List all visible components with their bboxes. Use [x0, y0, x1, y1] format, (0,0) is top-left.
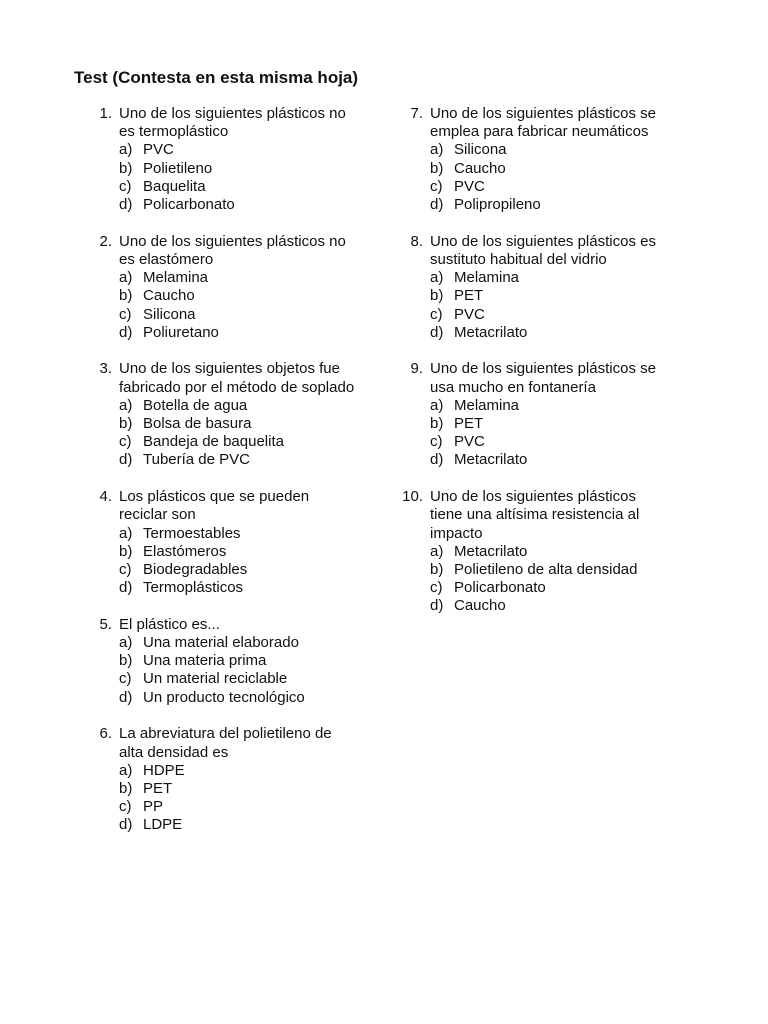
question-number: 6. — [99, 725, 112, 743]
answer-options — [119, 762, 395, 835]
option-letter: c) — [430, 579, 443, 597]
answer-options — [119, 397, 395, 470]
answer-option — [119, 433, 395, 451]
option-letter: b) — [119, 415, 133, 433]
option-text: Una materia prima — [143, 652, 267, 670]
answer-options — [430, 141, 708, 214]
option-letter: a) — [430, 269, 444, 287]
question-item — [95, 488, 395, 597]
answer-options — [119, 141, 395, 214]
option-text: PVC — [454, 177, 485, 195]
option-text: Biodegradables — [143, 560, 248, 578]
option-text: Poliuretano — [143, 323, 219, 341]
option-letter: c) — [430, 305, 443, 323]
option-text: Silicona — [143, 305, 196, 323]
question-item — [95, 616, 395, 707]
answer-options — [119, 525, 395, 598]
question-item — [95, 233, 395, 342]
option-text: Caucho — [143, 287, 195, 305]
answer-option — [430, 433, 708, 451]
question-item — [398, 360, 708, 469]
option-text: Metacrilato — [454, 542, 528, 560]
answer-option — [430, 561, 708, 579]
option-letter: a) — [430, 396, 444, 414]
option-text: Elastómeros — [143, 542, 227, 560]
question-text: Uno de los siguientes plásticos se emplea para fabricar neumáticos — [430, 105, 656, 141]
option-letter: a) — [119, 634, 133, 652]
option-letter: c) — [119, 798, 132, 816]
question-item — [95, 725, 395, 834]
option-text: Botella de agua — [143, 396, 248, 414]
option-letter: c) — [119, 433, 132, 451]
question-text: Uno de los siguientes plásticos se usa mucho en fontanería — [430, 360, 656, 396]
question-number: 8. — [410, 232, 423, 250]
option-letter: d) — [119, 323, 133, 341]
answer-option — [430, 397, 708, 415]
option-letter: b) — [119, 542, 133, 560]
question-text: Los plásticos que se pueden reciclar son — [119, 488, 310, 524]
option-letter: d) — [119, 451, 133, 469]
answer-option — [430, 543, 708, 561]
option-text: Metacrilato — [454, 323, 528, 341]
answer-option — [119, 652, 395, 670]
question-item — [95, 105, 395, 214]
option-text: Melamina — [454, 269, 520, 287]
answer-option — [119, 196, 395, 214]
question-text: Uno de los siguientes objetos fue fabricado por el método de soplado — [119, 360, 355, 396]
answer-options — [430, 543, 708, 616]
option-letter: a) — [119, 396, 133, 414]
option-letter: b) — [430, 560, 444, 578]
option-text: Melamina — [454, 396, 520, 414]
question-number: 3. — [99, 360, 112, 378]
option-letter: c) — [119, 177, 132, 195]
answer-option — [119, 451, 395, 469]
question-number: 10. — [402, 488, 423, 506]
option-text: Tubería de PVC — [143, 451, 250, 469]
answer-option — [119, 689, 395, 707]
answer-option — [119, 798, 395, 816]
question-text: La abreviatura del polietileno de alta densidad es — [119, 725, 332, 761]
option-letter: b) — [430, 159, 444, 177]
question-item — [398, 105, 708, 214]
answer-option — [430, 324, 708, 342]
answer-option — [119, 269, 395, 287]
question-text: El plástico es... — [119, 615, 220, 633]
option-letter: a) — [430, 542, 444, 560]
answer-option — [119, 525, 395, 543]
question-item — [398, 233, 708, 342]
option-letter: d) — [119, 816, 133, 834]
answer-options — [119, 634, 395, 707]
question-text: Uno de los siguientes plásticos tiene una altísima resistencia al impacto — [430, 488, 640, 542]
option-letter: b) — [430, 415, 444, 433]
answer-option — [430, 178, 708, 196]
question-number: 7. — [410, 105, 423, 122]
option-letter: a) — [119, 761, 133, 779]
option-letter: a) — [119, 524, 133, 542]
option-text: Silicona — [454, 141, 507, 159]
answer-option — [119, 178, 395, 196]
option-text: PET — [143, 780, 173, 797]
option-text: Metacrilato — [454, 451, 528, 469]
option-text: Baquelita — [143, 177, 206, 195]
answer-option — [430, 196, 708, 214]
option-letter: c) — [119, 560, 132, 578]
answer-option — [119, 670, 395, 688]
option-text: Polietileno — [143, 159, 213, 177]
answer-options — [430, 397, 708, 470]
option-letter: a) — [430, 141, 444, 159]
question-number: 1. — [99, 105, 112, 122]
option-letter: d) — [119, 196, 133, 214]
option-letter: c) — [430, 177, 443, 195]
option-text: LDPE — [143, 816, 183, 834]
option-text: Caucho — [454, 597, 506, 615]
answer-option — [119, 579, 395, 597]
answer-option — [430, 269, 708, 287]
answer-option — [119, 160, 395, 178]
option-letter: d) — [430, 323, 444, 341]
answer-option — [119, 634, 395, 652]
option-text: PVC — [454, 305, 485, 323]
answer-option — [119, 415, 395, 433]
answer-option — [430, 579, 708, 597]
question-text: Uno de los siguientes plásticos es sustituto habitual del vidrio — [430, 232, 656, 268]
option-letter: a) — [119, 141, 133, 159]
question-text: Uno de los siguientes plásticos no es termoplástico — [119, 105, 346, 141]
option-text: PP — [143, 798, 164, 816]
option-text: Termoplásticos — [143, 579, 244, 597]
answer-option — [119, 306, 395, 324]
option-letter: d) — [119, 579, 133, 597]
option-text: Policarbonato — [143, 196, 235, 214]
option-letter: d) — [430, 196, 444, 214]
answer-option — [119, 397, 395, 415]
page-title: Test (Contesta en esta misma hoja) — [74, 68, 359, 87]
question-number: 4. — [99, 488, 112, 506]
question-column-right — [398, 105, 708, 634]
option-text: Un producto tecnológico — [143, 688, 305, 706]
option-text: PVC — [143, 141, 174, 159]
option-text: Melamina — [143, 269, 209, 287]
question-item — [95, 360, 395, 469]
answer-option — [430, 141, 708, 159]
answer-option — [119, 762, 395, 780]
option-letter: d) — [430, 451, 444, 469]
option-text: Policarbonato — [454, 579, 546, 597]
answer-option — [119, 561, 395, 579]
option-letter: d) — [430, 597, 444, 615]
option-text: PVC — [454, 433, 485, 451]
option-text: HDPE — [143, 761, 185, 779]
option-letter: b) — [119, 780, 133, 797]
question-number: 5. — [99, 615, 112, 633]
option-text: Termoestables — [143, 524, 241, 542]
option-letter: d) — [119, 688, 133, 706]
answer-option — [119, 543, 395, 561]
option-text: Un material reciclable — [143, 670, 288, 688]
question-column-left — [95, 105, 395, 853]
option-text: Polipropileno — [454, 196, 541, 214]
answer-option — [430, 306, 708, 324]
answer-option — [430, 451, 708, 469]
option-text: Caucho — [454, 159, 506, 177]
question-number: 2. — [99, 232, 112, 250]
answer-option — [430, 287, 708, 305]
option-letter: b) — [119, 287, 133, 305]
option-text: PET — [454, 287, 484, 305]
answer-option — [119, 780, 395, 798]
answer-option — [119, 141, 395, 159]
option-text: Una material elaborado — [143, 634, 299, 652]
option-text: Bolsa de basura — [143, 415, 252, 433]
option-letter: c) — [119, 670, 132, 688]
answer-option — [119, 324, 395, 342]
option-letter: b) — [430, 287, 444, 305]
question-number: 9. — [410, 360, 423, 378]
answer-option — [430, 415, 708, 433]
answer-option — [119, 287, 395, 305]
option-text: PET — [454, 415, 484, 433]
option-text: Bandeja de baquelita — [143, 433, 284, 451]
answer-options — [430, 269, 708, 342]
option-letter: c) — [119, 305, 132, 323]
option-letter: b) — [119, 652, 133, 670]
option-letter: c) — [430, 433, 443, 451]
option-letter: b) — [119, 159, 133, 177]
answer-option — [119, 816, 395, 834]
option-text: Polietileno de alta densidad — [454, 560, 638, 578]
answer-option — [430, 597, 708, 615]
option-letter: a) — [119, 269, 133, 287]
answer-options — [119, 269, 395, 342]
answer-option — [430, 160, 708, 178]
question-text: Uno de los siguientes plásticos no es elastómero — [119, 232, 346, 268]
question-item — [398, 488, 708, 615]
